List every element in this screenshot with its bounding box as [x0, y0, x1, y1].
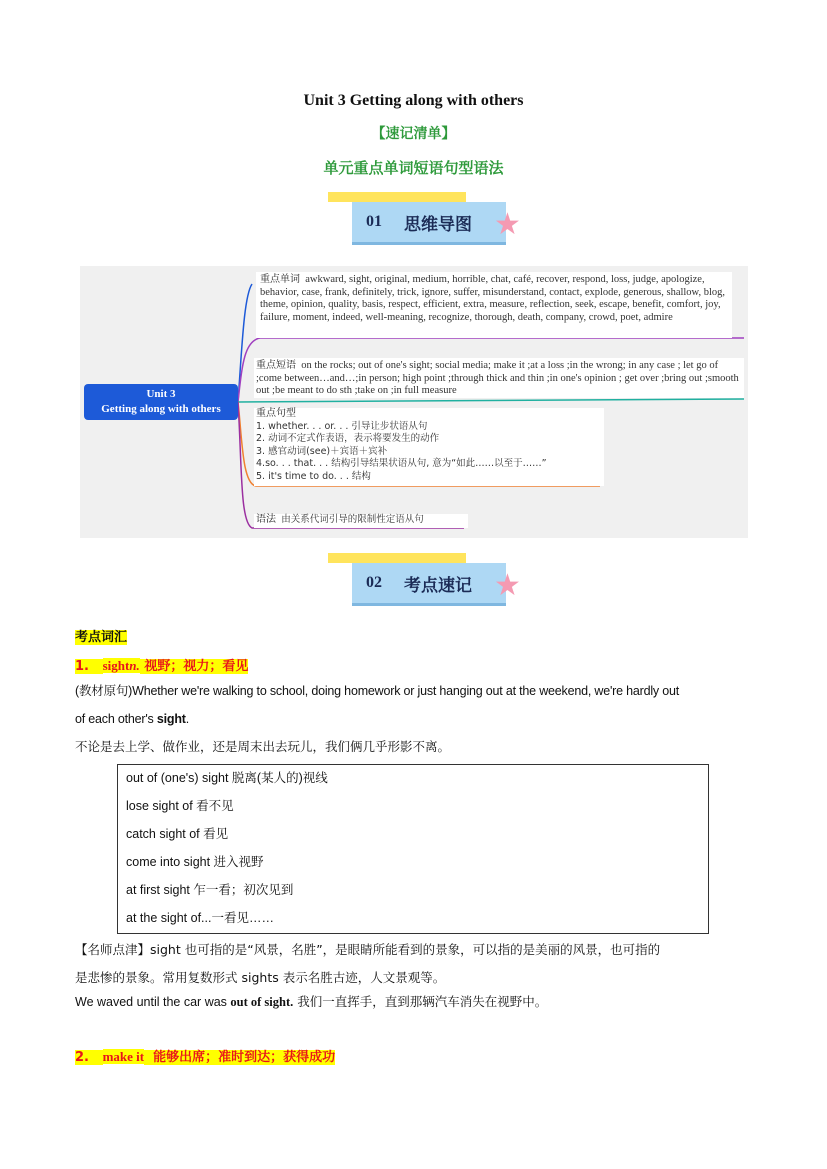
- star-icon: ★: [494, 569, 521, 602]
- sentence-pattern-2: 2. 动词不定式作表语，表示将要发生的动作: [256, 433, 440, 445]
- banner-number: 01: [366, 213, 382, 230]
- banner-box: [352, 202, 506, 245]
- item-meaning: 能够出席；准时到达；获得成功: [153, 1050, 336, 1065]
- item-word: make it: [102, 1049, 145, 1064]
- banner-accent: [328, 553, 466, 563]
- key-sentences-node: [254, 408, 604, 486]
- example-line-1: (教材原句)Whether we're walking to school, doing homework or just hanging out at the weekend, we're hardly out: [75, 684, 680, 698]
- example-keyword: sight: [156, 712, 186, 726]
- sentence-pattern-5: 5. it's time to do. . . 结构: [256, 470, 371, 482]
- sentence-pattern-3: 3. 感官动词(see)＋宾语＋宾补: [256, 445, 388, 457]
- example-line-2: of each other's sight.: [75, 712, 190, 726]
- phrase-table: [117, 764, 709, 934]
- key-words-node: [256, 272, 732, 338]
- table-row: out of (one's) sight 脱离(某人的)视线: [126, 771, 328, 785]
- grammar-node: [254, 514, 468, 528]
- key-words-text: awkward, sight, original, medium, horrible, chat, café, recover, respond, loss, judge, apologize, behavior, case, frank, definitely, trick, ignore, suffer, misunderstand, contact, explode, generous, shallow, blog, theme, opinion, quality, basis, respect, efficient, extra, measure, reflection, seek, escape, benefit, comfort, joy, failure, moment, indeed, well-meaning, recognize, thorough, death, company, crowd, poet, admire: [260, 274, 726, 323]
- table-row: catch sight of 看见: [126, 827, 229, 841]
- mind-map: [80, 266, 748, 538]
- item-pos: n.: [129, 658, 140, 673]
- table-row: lose sight of 看不见: [126, 799, 234, 813]
- item-meaning: 视野；视力；看见: [144, 659, 249, 674]
- table-row: at the sight of...一看见……: [126, 911, 274, 925]
- key-phrases-label: 重点短语: [256, 360, 296, 371]
- star-icon: ★: [494, 208, 521, 241]
- key-phrases-node: [254, 358, 744, 398]
- sentence-pattern-4: 4.so. . . that. . . 结构引导结果状语从句, 意为“如此……以至于……”: [256, 458, 547, 470]
- example-sentence-keyword: out of sight.: [230, 995, 294, 1009]
- section-banner-key-points: [328, 553, 524, 611]
- grammar-label: 语法: [256, 514, 276, 525]
- center-node-line1: Unit 3: [146, 388, 176, 400]
- quick-notes-heading: 【速记清单】: [371, 126, 456, 142]
- example-translation: 不论是去上学、做作业，还是周末出去玩儿，我们俩几乎形影不离。: [75, 739, 451, 754]
- textbook-example: [75, 677, 765, 733]
- tip-line-1: 【名师点津】sight 也可指的是“风景，名胜”，是眼睛所能看到的景象，可以指的是美丽的风景，也可指的: [75, 942, 661, 957]
- grammar-text: 由关系代词引导的限制性定语从句: [281, 514, 424, 525]
- banner-number: 02: [366, 574, 382, 591]
- item-number: 1.: [75, 659, 89, 674]
- sentence-pattern-1: 1. whether. . . or. . . 引导让步状语从句: [256, 420, 428, 432]
- item-number: 2.: [75, 1050, 89, 1065]
- banner-accent: [328, 192, 466, 202]
- vocab-heading: 考点词汇: [75, 630, 128, 645]
- example-sentence: We waved until the car was out of sight. 我们一直挥手，直到那辆汽车消失在视野中。: [75, 994, 548, 1009]
- table-row: come into sight 进入视野: [126, 855, 264, 869]
- vocab-item-1-heading: [75, 655, 248, 675]
- section-banner-mindmap: [328, 192, 524, 250]
- item-word: sight: [102, 658, 130, 673]
- banner-label: 考点速记: [404, 576, 472, 596]
- mind-map-center-node: [84, 384, 238, 420]
- unit-summary-heading: 单元重点单词短语句型语法: [323, 159, 504, 177]
- key-sentences-label: 重点句型: [256, 408, 296, 419]
- center-node-line2: Getting along with others: [101, 403, 221, 415]
- tip-line-2: 是悲惨的景象。常用复数形式 sights 表示名胜古迹，人文景观等。: [75, 970, 446, 985]
- banner-box: [352, 563, 506, 606]
- banner-label: 思维导图: [404, 215, 472, 235]
- key-phrases-text: on the rocks; out of one's sight; social media; make it ;at a loss ;in the wrong; in any case ; let go of ;come between…and…;in person; high point ;through thick and thin ;in one's opinion ; get over ;bring out ;smooth out ;be meant to do sth ;take on ;in full measure: [256, 360, 739, 397]
- table-row: at first sight 乍一看；初次见到: [126, 883, 294, 897]
- key-words-label: 重点单词: [260, 274, 300, 285]
- vocab-item-2-heading: [75, 1046, 335, 1066]
- page-title: Unit 3 Getting along with others: [303, 92, 524, 109]
- teacher-tip: [75, 936, 765, 992]
